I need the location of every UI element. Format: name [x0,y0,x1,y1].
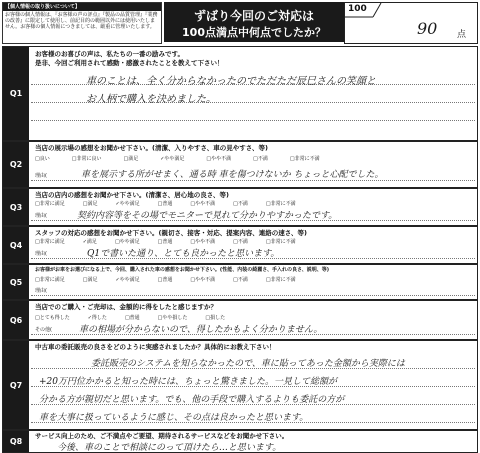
q3-option[interactable]: □普通 [157,201,173,207]
score-box [344,2,478,44]
q5-option[interactable]: □普通 [157,277,173,283]
q7-section [2,340,478,430]
q6-question: 当店でのご購入・ご売却は、金額的に得をしたと感じますか？ [35,303,217,311]
q3-reason-label: 理由( [35,213,47,219]
q2-option[interactable]: □不満 [253,156,268,162]
q2-option[interactable]: □非常に良い [71,156,102,162]
q2-question: 当店の展示場の感想をお聞かせ下さい。(清潔、入りやすさ、車の見やすさ、等) [35,144,268,152]
q7-answer-line3: 分かる方が親切だと思います。でも、他の手段で購入するよりも委託の方が [39,395,345,405]
q6-option[interactable]: □やや損した [157,315,188,321]
q7-answer-line4: 車を大事に扱っているように感じ、その点は良かったと思います。 [39,413,309,423]
q4-answer: Q1で書いた通り、とても良かったと思います。 [87,249,280,259]
q2-label: Q2 [3,142,29,187]
q6-option[interactable]: □損した [205,315,226,321]
q1-section [2,46,478,141]
q2-option[interactable]: □やや不満 [206,156,232,162]
q7-question: 中古車の委託販売の良さをどのように実感されましたか？具体的にお教え下さい！ [35,343,276,351]
privacy-notice-body: お客様の個人情報は、『お客様の声の評点』『製品の品質管理』『業務の改善』に限定して使用し、前記目的の範囲以外には使用いたしません。お客様の個人情報につきましては、厳重に管理いたします。 [5,12,158,30]
q3-option[interactable]: □不満 [233,201,248,207]
score-title-line2: 100点満点中何点でしたか？ [182,26,326,39]
q3-option[interactable]: □非常に不満 [265,201,296,207]
q4-label: Q4 [3,227,29,263]
q4-option[interactable]: □やや不満 [190,239,216,245]
q4-question: スタッフの対応の感想をお聞かせ下さい。(親切さ、接客・対応、提案内容、連絡の速さ、等) [35,229,307,237]
q5-option[interactable]: □やや不満 [190,277,216,283]
score-value: 90 [417,19,438,38]
score-unit: 点 [457,30,467,40]
q1-question: お客様のお喜びの声は、私たちの一番の励みです。 [35,50,184,58]
q5-option[interactable]: □満足 [82,277,98,283]
q4-options [35,239,475,245]
q2-option-checked[interactable]: ✓やや満足 [160,156,185,162]
q4-option[interactable]: □普通 [157,239,173,245]
q4-option[interactable]: □非常に不満 [265,239,296,245]
q4-option[interactable]: □やや満足 [114,239,140,245]
q6-option[interactable]: □普通 [124,315,140,321]
q6-option-checked[interactable]: ✓得した [87,315,107,321]
q5-option[interactable]: □不満 [233,277,248,283]
q8-label: Q8 [3,431,29,452]
q3-options [35,201,475,207]
q6-answer: 車の相場が分からないので、得したかもよく分かりません。 [79,325,323,335]
q4-section [2,226,478,264]
q2-reason-label: 理由( [35,173,47,179]
q3-question: 当店の店内の感想をお聞かせ下さい。(清潔さ、居心地の良さ、等) [35,191,229,199]
score-title-line1: ずばり今回のご対応は [193,9,314,23]
q1-label: Q1 [3,47,29,140]
q2-section [2,141,478,188]
privacy-notice [2,2,162,44]
q3-option[interactable]: □満足 [82,201,98,207]
q7-answer-line2: +20万円位かかると知った時には、ちょっと驚きました。一見して総額が [39,377,337,387]
score-banner [164,2,344,42]
q1-answer-line2: お人柄で購入を決めました。 [86,94,216,105]
q5-options [35,277,475,283]
q8-answer: 今後、車のことで相談にのって頂けたら…と思います。 [57,443,282,453]
q5-label: Q5 [3,265,29,299]
score-max: 100 [348,4,367,14]
q2-options [35,156,475,162]
q2-option[interactable]: □満足 [123,156,139,162]
q3-option[interactable]: □やや不満 [190,201,216,207]
q5-section [2,264,478,300]
q5-reason-label: 理由( [35,288,47,294]
q3-option-checked[interactable]: ✓やや満足 [115,201,140,207]
q6-label: Q6 [3,301,29,339]
q2-option[interactable]: □良い [35,156,50,162]
q7-label: Q7 [3,341,29,429]
q5-option[interactable]: □非常に満足 [35,277,65,283]
q4-reason-label: 理由( [35,251,47,257]
q6-option[interactable]: □とても得した [35,315,70,321]
q5-option[interactable]: □非常に不満 [265,277,296,283]
q4-option[interactable]: □非常に満足 [35,239,65,245]
q6-options [35,315,335,321]
q7-answer-line1: 委託販売のシステムを知らなかったので、車に貼ってあった金額から実際には [91,359,405,369]
q6-other-label: その他( [35,327,52,333]
q3-answer: 契約内容等をその場でモニターで見れて分かりやすかったです。 [77,211,338,221]
q4-option-checked[interactable]: ✓満足 [82,239,97,245]
q6-section [2,300,478,340]
q4-option[interactable]: □不満 [233,239,248,245]
q3-option[interactable]: □非常に満足 [35,201,65,207]
q8-question: サービス向上のため、ご不満点やご要望、期待されるサービスなどをお聞かせ下さい。 [35,432,289,440]
q2-answer: 車を展示する所がせまく、通る時 車を傷つけないか ちょっと心配でした。 [81,170,384,180]
q1-question-2: 是非、今回ご利用されて感動・感激されたことを教えて下さい！ [35,59,224,67]
q3-label: Q3 [3,189,29,225]
q2-option[interactable]: □非常に不満 [289,156,320,162]
q8-section [2,430,478,453]
q5-option-checked[interactable]: ✓やや満足 [115,277,140,283]
q1-answer-line1: 車のことは、全く分からなかったのでただただ辰巳さんの笑顔と [86,76,376,87]
q3-section [2,188,478,226]
privacy-notice-title: 【個人情報の取り扱いについて】 [3,3,161,11]
q5-question: お客様がお車をお選びになる上で、今回、購入された車の感想をお聞かせ下さい。(性能、内装の綺麗さ、手入れの良さ、説明、等) [35,267,330,273]
